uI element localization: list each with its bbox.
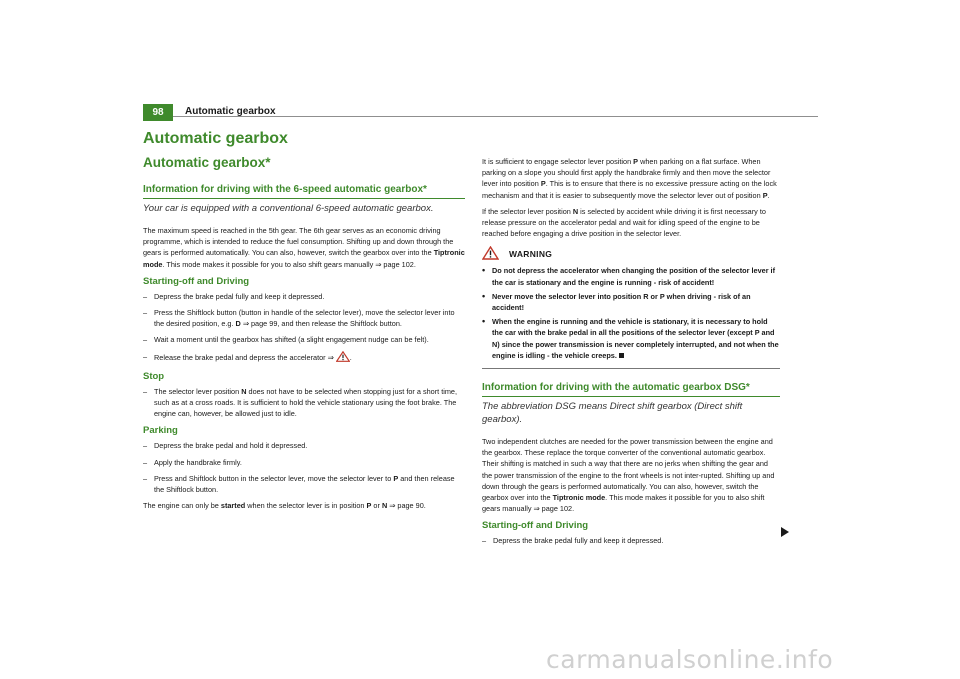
section-title-dsg: Information for driving with the automatic gearbox DSG* (482, 381, 780, 397)
list-item-text[interactable]: Release the brake pedal and depress the accelerator ⇒ (154, 352, 334, 362)
position-p-bold: P (366, 501, 372, 511)
parking-list (143, 440, 465, 495)
stop-heading: Stop (143, 370, 165, 382)
position-p-bold: P (633, 157, 639, 166)
intro-paragraph (143, 225, 465, 270)
parking-heading: Parking (143, 425, 178, 437)
list-item-tail: . (349, 352, 352, 362)
closing-paragraph (143, 500, 465, 511)
list-item (143, 351, 465, 365)
dsg-starting-heading: Starting-off and Driving (482, 520, 589, 532)
paragraph-text: It is sufficient to engage selector lever position (482, 157, 634, 166)
right-column (482, 156, 780, 552)
warning-triangle-icon[interactable] (336, 351, 350, 365)
intro-text: The maximum speed is reached in the 5th gear. The 6th gear serves as an economic driving programme, which is intended to reduce the fuel consumption. Shifting up and down through the gears is performed automatically. You can also, however, switch the gearbox over into the (143, 226, 454, 258)
warning-header (482, 246, 780, 262)
warning-title: WARNING (509, 248, 553, 259)
list-item: – Depress the brake pedal fully and keep it depressed. (482, 535, 780, 546)
page-number: 98 (143, 104, 173, 121)
paragraph-text: . This is to ensure that there is no excessive pressure acting on the lock mechanism and that it is easier to subsequently move the selector lever out of position (482, 179, 777, 200)
list-item-tail: does not have to be selected when stopping just for a short time, such as at a cross roads. It is sufficient to hold the vehicle stationary using the foot brake. The engine can, however, be allowed just to idle. (154, 386, 458, 419)
list-item-bold: P (393, 473, 399, 483)
neutral-paragraph (482, 206, 780, 240)
warning-triangle-icon (482, 246, 509, 263)
list-item-tail[interactable]: ⇒ page 99, and then release the Shiftlock button. (240, 319, 402, 329)
list-item-text: Press the Shiftlock button (button in handle of the selector lever), move the selector lever into the desired position, e.g. (154, 308, 455, 329)
list-item-text: Press and Shiftlock button in the selector lever, move the selector lever to (154, 473, 394, 483)
position-p-bold: P (762, 190, 768, 200)
warning-list (482, 265, 780, 361)
tiptronic-bold: Tiptronic mode (552, 493, 606, 503)
list-item-bold: N (241, 386, 247, 396)
closing-text: or (371, 501, 382, 511)
paragraph-text: is selected by accident while driving it is first necessary to release pressure on the accelerator pedal and wait for idling speed of the engine to be reached before engaging a drive position in the selector lever. (482, 206, 766, 239)
paragraph-text: when parking on a flat surface. When parking on a slope you should first apply the handbrake firmly and then move the selector lever into position (482, 157, 771, 189)
next-page-arrow-icon[interactable] (781, 527, 789, 537)
starting-heading: Starting-off and Driving (143, 275, 250, 287)
closing-text: The engine can only be (143, 501, 221, 511)
intro-text-tail[interactable]: . This mode makes it possible for you to also shift gears manually ⇒ page 102. (162, 259, 416, 269)
list-item (143, 473, 465, 495)
paragraph-text: If the selector lever position (482, 206, 573, 216)
list-item (143, 307, 465, 329)
warning-item (482, 316, 780, 361)
warning-box (482, 246, 780, 369)
list-item: – Depress the brake pedal and hold it depressed. (143, 440, 465, 451)
running-title: Automatic gearbox (185, 106, 276, 117)
paragraph-text: . (767, 190, 770, 200)
starting-list (143, 291, 465, 365)
watermark: carmanualsonline.info (546, 645, 834, 674)
parking-slope-paragraph (482, 156, 780, 201)
section-intro-6speed: Your car is equipped with a conventional 6-speed automatic gearbox. (143, 203, 434, 214)
started-bold: started (220, 501, 246, 511)
position-n-bold: N (572, 206, 579, 216)
section-intro-dsg: The abbreviation DSG means Direct shift gearbox (Direct shift gearbox). (482, 401, 743, 426)
end-of-section-mark (619, 353, 624, 358)
warning-item-text: When the engine is running and the vehicle is stationary, it is necessary to hold the car with the brake pedal in all the positions of the selector lever (except P and N) since the power transmission is never completely interrupted, and not when the engine is idling - the vehicle creeps. (492, 317, 779, 360)
dsg-paragraph (482, 436, 780, 514)
list-item: – Depress the brake pedal fully and keep it depressed. (143, 291, 465, 302)
list-item: – Apply the handbrake firmly. (143, 457, 465, 468)
list-item-text: The selector lever position (154, 386, 242, 396)
stop-list (143, 386, 465, 420)
closing-text: when the selector lever is in position (245, 501, 367, 511)
list-item: – Wait a moment until the gearbox has shifted (a slight engagement nudge can be felt). (143, 334, 465, 345)
list-item (143, 386, 465, 420)
closing-text-link[interactable]: ⇒ page 90. (387, 501, 426, 511)
position-n-bold: N (381, 501, 388, 511)
position-p-bold: P (540, 179, 546, 189)
list-item-bold: D (235, 319, 241, 329)
warning-item: • Never move the selector lever into position R or P when driving - risk of an accident! (482, 291, 780, 313)
dsg-starting-list (482, 535, 780, 546)
page-title: Automatic gearbox (143, 130, 288, 147)
paragraph-text: Two independent clutches are needed for the power transmission between the engine and the gearbox. These replace the torque converter of the conventional automatic gearbox. Their shifting is matched in such a way that there are no jerks when shifting the gear and the power transmission of the engine to the front wheels is not inter-rupted. Shifting up and down through the gears is performed automatically. You can also, however, switch the gearbox over into the (482, 437, 775, 503)
section-title-6speed: Information for driving with the 6-speed automatic gearbox* (143, 183, 465, 199)
list-item-tail: and then release the Shiftlock button. (154, 473, 455, 495)
left-column (143, 183, 465, 516)
tiptronic-bold: Tiptronic mode (143, 248, 465, 269)
paragraph-text-link[interactable]: . This mode makes it possible for you to also shift gears manually ⇒ page 102. (482, 493, 765, 514)
page-subtitle: Automatic gearbox* (143, 155, 271, 170)
warning-item: • Do not depress the accelerator when changing the position of the selector lever if the car is stationary and the engine is running - risk of accident! (482, 265, 780, 287)
